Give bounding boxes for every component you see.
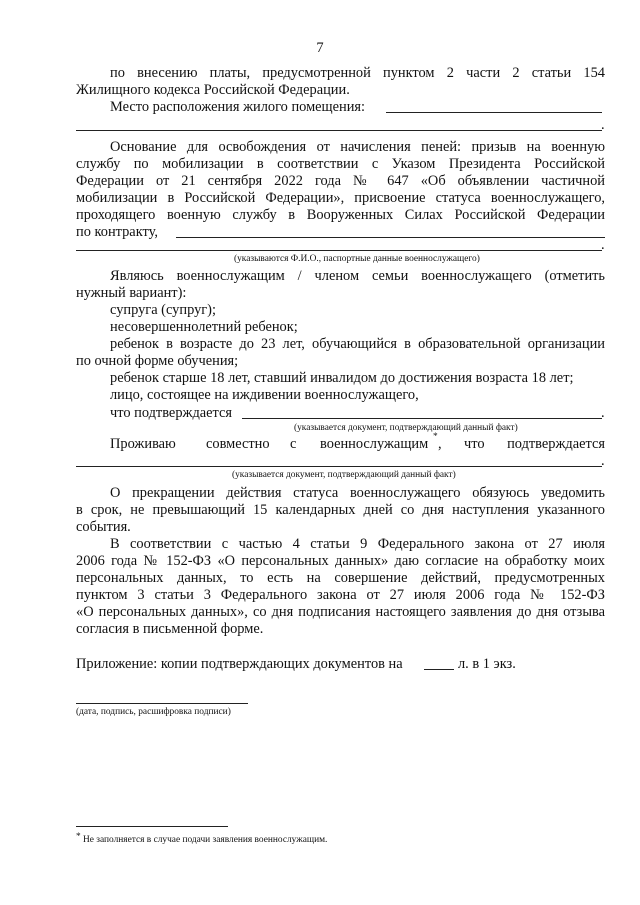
appendix-pages-field[interactable] [424,669,454,670]
text-line: В соответствии с частью 4 статьи 9 Федерального закона от 27 июля [110,536,605,552]
comma: , [438,436,442,452]
text-line: пунктом 3 статьи 3 Федерального закона от 27 июля 2006 года № 152-ФЗ [76,587,605,603]
text-line: проходящего военную службу в Вооруженных Силах Российской Федерации [76,207,605,223]
text-word: Проживаю [110,436,176,452]
option-dependent[interactable]: лицо, состоящее на иждивении военнослужащего, [110,387,419,403]
text-line: Основание для освобождения от начисления пеней: призыв на военную [110,139,605,155]
period: . [601,405,605,421]
footnote-divider [76,826,228,827]
footnote-text: Не заполняется в случае подачи заявления военнослужащим. [83,835,328,845]
text-line: Федерации от 21 сентября 2022 года № 647 «Об объявлении частичной [76,173,605,189]
appendix-label: Приложение: копии подтверждающих документов на [76,656,403,672]
text-line: «О персональных данных», со дня подписания настоящего заявления до дня отзыва [76,604,605,620]
text-line: по внесению платы, предусмотренной пунктом 2 части 2 статьи 154 [110,65,605,81]
appendix-suffix: л. в 1 экз. [458,656,516,672]
text-line: службу по мобилизации в соответствии с Указом Президента Российской [76,156,605,172]
period: . [601,237,605,253]
text-word: совместно [206,436,270,452]
text-line: по очной форме обучения; [76,353,239,369]
location-field-line2[interactable] [76,130,602,131]
caption-document: (указывается документ, подтверждающий данный факт) [294,423,518,433]
footnote-marker: * [76,832,81,842]
caption-fio: (указываются Ф.И.О., паспортные данные военнослужащего) [234,254,480,264]
period: . [601,453,605,469]
caption-document: (указывается документ, подтверждающий данный факт) [232,470,456,480]
signature-field[interactable] [76,703,248,704]
text-line: мобилизации в Российской Федерации», присвоение статуса военнослужащего, [76,190,605,206]
text-line: нужный вариант): [76,285,187,301]
text-line: 2006 года № 152-ФЗ «О персональных данных» даю согласие на обработку моих [76,553,605,569]
text-line: персональных данных, то есть на совершение действий, предусмотренных [76,570,605,586]
location-label: Место расположения жилого помещения: [110,99,366,115]
text-line: Являюсь военнослужащим / членом семьи военнослужащего (отметить [110,268,605,284]
option-minor-child[interactable]: несовершеннолетний ребенок; [110,319,298,335]
option-spouse[interactable]: супруга (супруг); [110,302,216,318]
text-word: военнослужащим [320,436,429,452]
caption-signature: (дата, подпись, расшифровка подписи) [76,707,231,717]
text-word: с [290,436,297,452]
cohabitation-document-field[interactable] [76,466,602,467]
option-student-child[interactable]: ребенок в возрасте до 23 лет, обучающийся в образовательной организации [110,336,605,352]
text-line: в срок, не превышающий 15 календарных дней со дня наступления указанного [76,502,605,518]
text-line: О прекращении действия статуса военнослужащего обязуюсь уведомить [110,485,605,501]
text-line: согласия в письменной форме. [76,621,264,637]
text-word: подтверждается [507,436,605,452]
text-word: что [464,436,485,452]
fio-field-line2[interactable] [76,250,602,251]
text-line: Жилищного кодекса Российской Федерации. [76,82,350,98]
text-line: события. [76,519,131,535]
confirm-label: что подтверждается [110,405,233,421]
page-number: 7 [316,40,324,56]
text-line: по контракту, [76,224,158,240]
footnote-marker: * [433,432,438,442]
confirm-document-field[interactable] [242,418,602,419]
option-disabled-child[interactable]: ребенок старше 18 лет, ставший инвалидом до достижения возраста 18 лет; [110,370,574,386]
period: . [601,117,605,133]
fio-field[interactable] [176,237,605,238]
location-field[interactable] [386,112,602,113]
